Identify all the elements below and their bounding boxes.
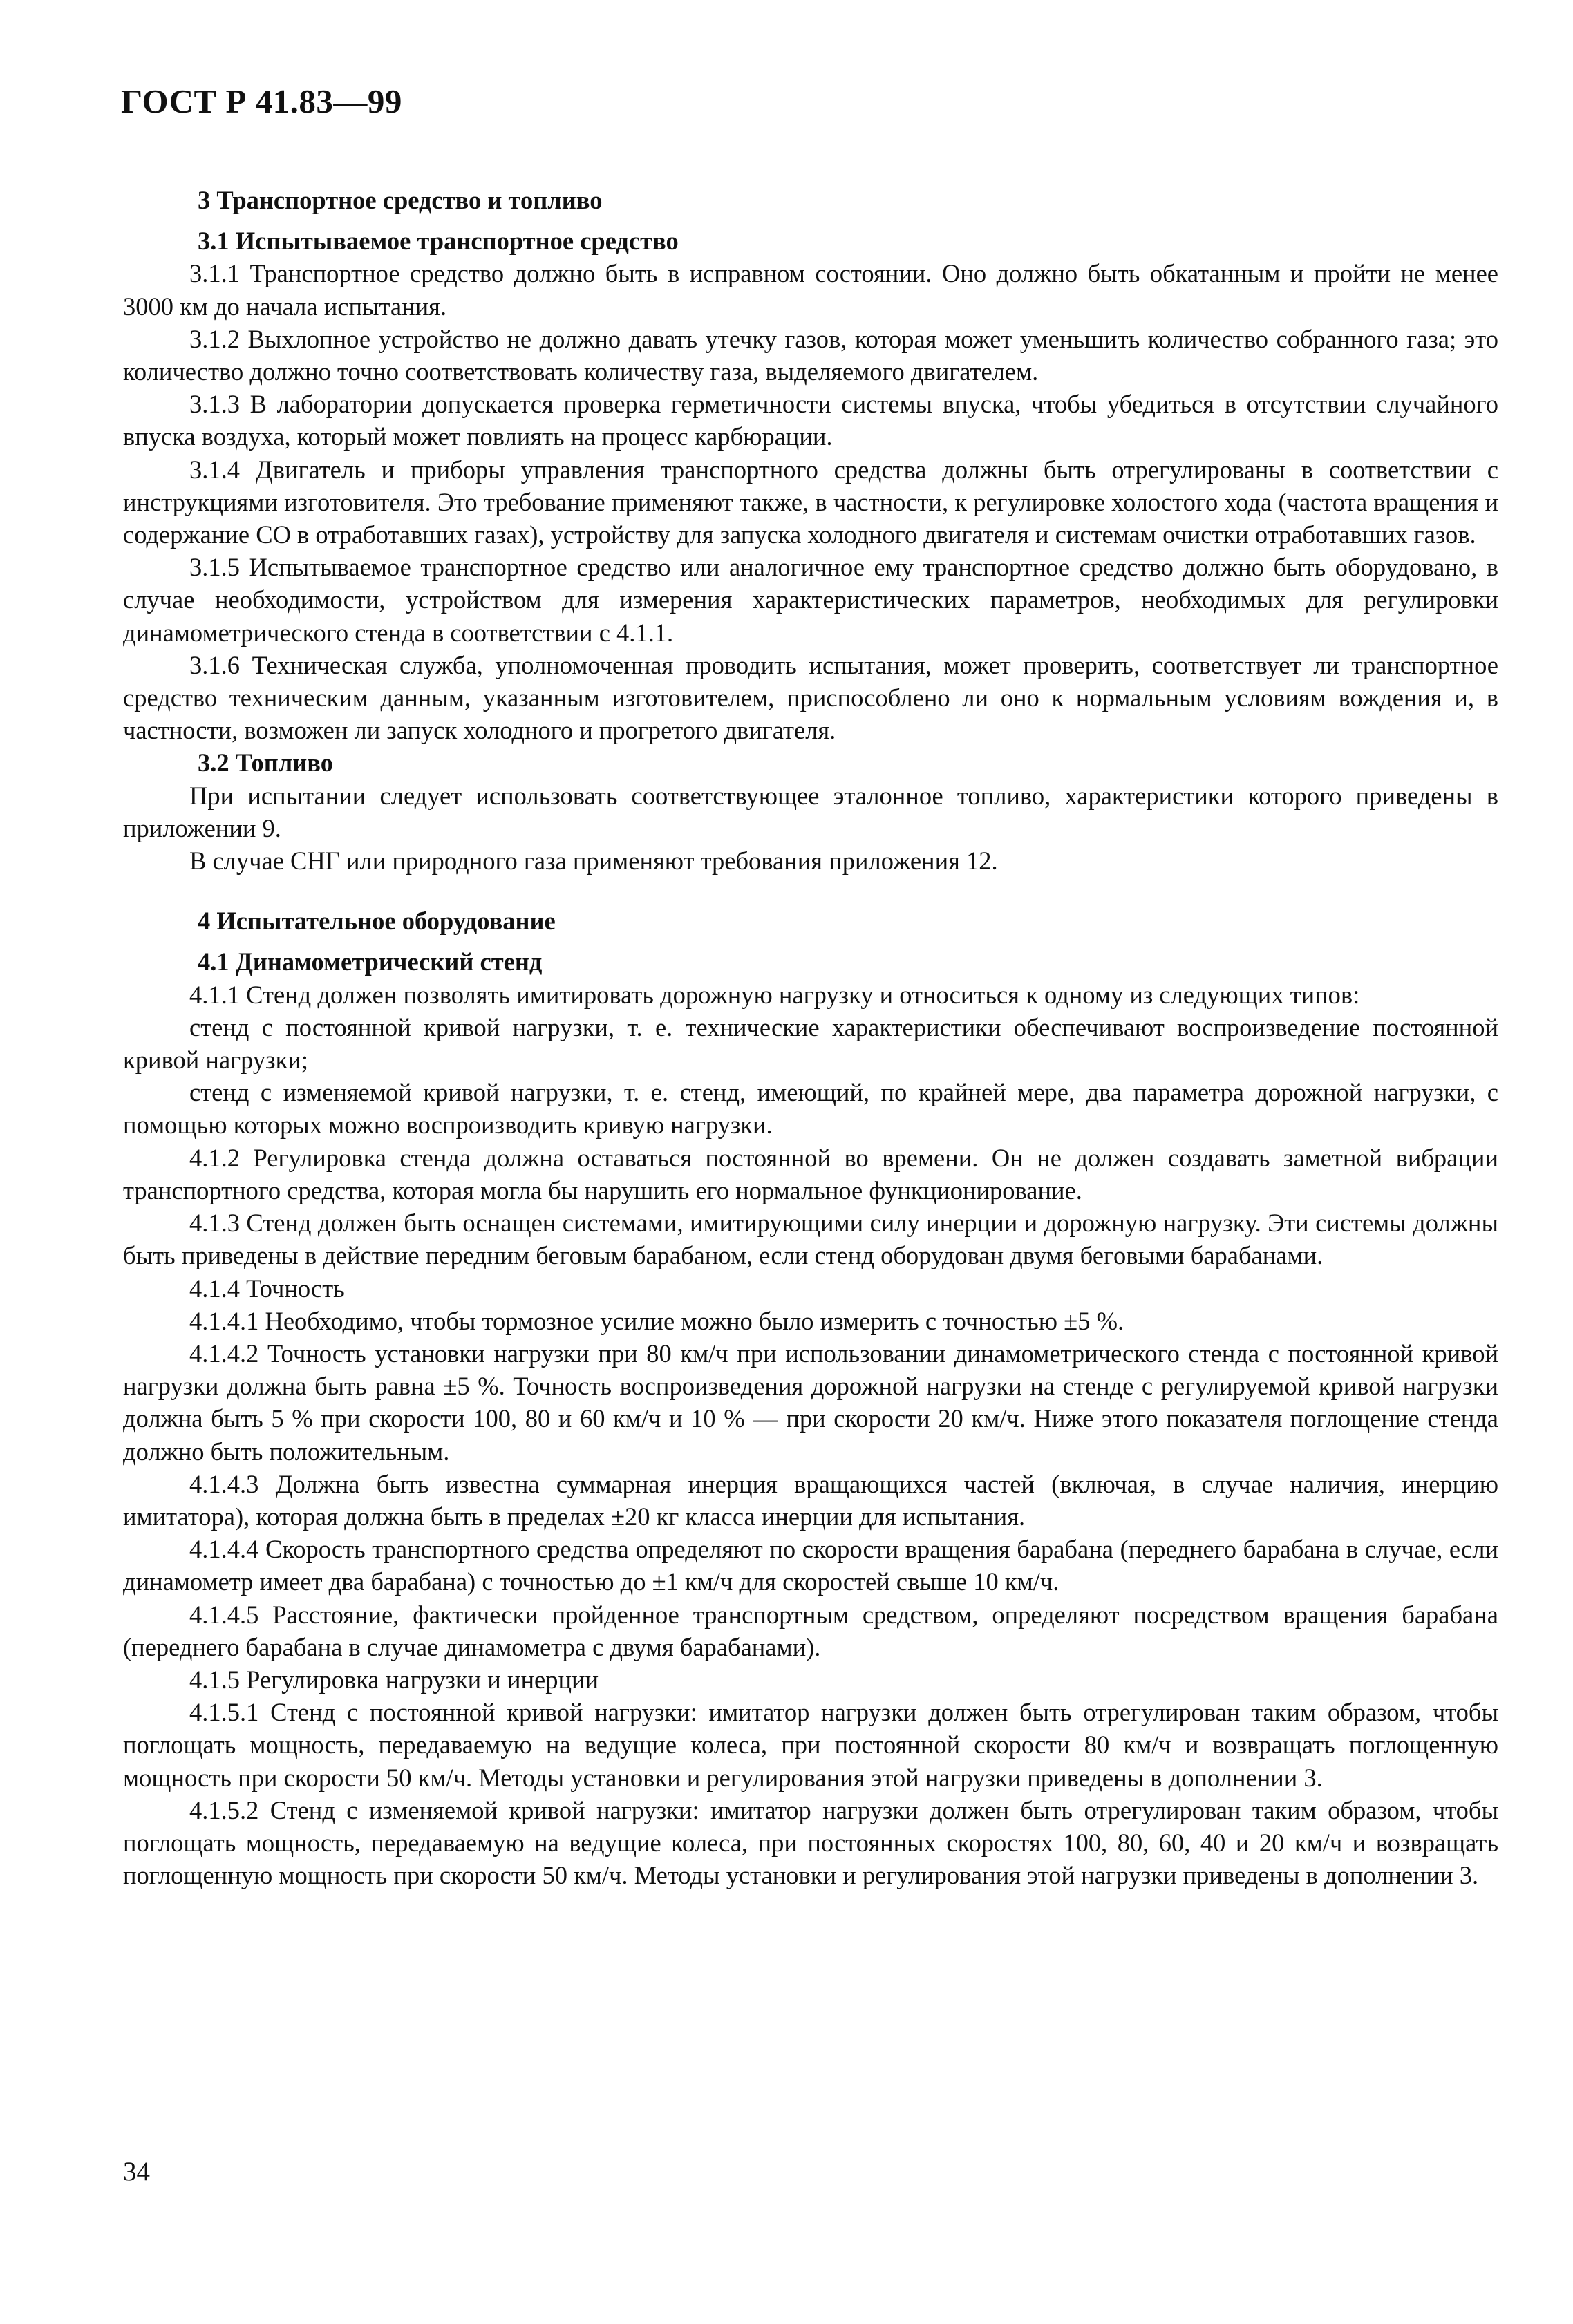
paragraph: 4.1.4.3 Должна быть известна суммарная инерция вращающихся частей (включая, в случае наличия, инерцию имитатора), которая должна быть в пределах ±20 кг класса инерции для испытания. [123,1469,1498,1531]
paragraph: В случае СНГ или природного газа применяют требования приложения 12. [189,847,998,876]
page-header: ГОСТ Р 41.83—99 [121,82,402,120]
page-number: 34 [123,2157,150,2186]
paragraph: 3.1.6 Техническая служба, уполномоченная проводить испытания, может проверить, соответствует ли транспортное средство техническим данным, указанным изготовителем, приспособлено ли оно к нормальным условиям вождения и, в частности, возможен ли запуск холодного и прогретого двигателя. [123,650,1498,745]
paragraph: При испытании следует использовать соответствующее эталонное топливо, характеристики которого приведены в приложении 9. [123,781,1498,842]
paragraph: 4.1.4.2 Точность установки нагрузки при 80 км/ч при использовании динамометрического стенда с постоянной кривой нагрузки должна быть равна ±5 %. Точность воспроизведения дорожной нагрузки на стенде с регулируемой кривой нагрузки должна быть 5 % при скорости 100, 80 и 60 км/ч и 10 % — при скорости 20 км/ч. Ниже этого показателя поглощение стенда должно быть положительным. [123,1339,1498,1466]
paragraph: 4.1.5 Регулировка нагрузки и инерции [189,1665,599,1694]
paragraph: 3.1.4 Двигатель и приборы управления транспортного средства должны быть отрегулированы в соответствии с инструкциями изготовителя. Это требование применяют также, в частности, к регулировке холостого хода (частота вращения и содержание СО в отработавших газах), устройству для запуска холодного двигателя и системам очистки отработавших газов. [123,455,1498,549]
subsection-heading: 3.1 Испытываемое транспортное средство [198,227,679,256]
paragraph: 4.1.4.5 Расстояние, фактически пройденное транспортным средством, определяют посредством вращения барабана (переднего барабана в случае динамометра с двумя барабанами). [123,1600,1498,1661]
section-heading: 4 Испытательное оборудование [198,907,556,936]
paragraph: стенд с изменяемой кривой нагрузки, т. е. стенд, имеющий, по крайней мере, два параметра дорожной нагрузки, с помощью которых можно воспроизводить кривую нагрузки. [123,1078,1498,1140]
paragraph: 4.1.4 Точность [189,1274,345,1303]
section-heading: 3 Транспортное средство и топливо [198,186,603,214]
paragraph: 3.1.2 Выхлопное устройство не должно давать утечку газов, которая может уменьшить количество собранного газа; это количество должно точно соответствовать количеству газа, выделяемого двигателем. [123,324,1498,386]
paragraph: 3.1.3 В лаборатории допускается проверка герметичности системы впуска, чтобы убедиться в отсутствии случайного впуска воздуха, который может повлиять на процесс карбюрации. [123,390,1498,451]
subsection-heading: 4.1 Динамометрический стенд [198,947,543,976]
paragraph: 4.1.5.1 Стенд с постоянной кривой нагрузки: имитатор нагрузки должен быть отрегулирован таким образом, чтобы поглощать мощность, передаваемую на ведущие колеса, при постоянной скорости 80 км/ч и возвращать поглощенную мощность при скорости 50 км/ч. Методы установки и регулирования этой нагрузки приведены в дополнении 3. [123,1698,1498,1792]
paragraph: 4.1.3 Стенд должен быть оснащен системами, имитирующими силу инерции и дорожную нагрузку. Эти системы должны быть приведены в действие передним беговым барабаном, если стенд оборудован двумя беговыми барабанами. [123,1209,1498,1270]
paragraph: 4.1.5.2 Стенд с изменяемой кривой нагрузки: имитатор нагрузки должен быть отрегулирован таким образом, чтобы поглощать мощность, передаваемую на ведущие колеса, при постоянных скоростях 100, 80, 60, 40 и 20 км/ч и возвращать поглощенную мощность при скорости 50 км/ч. Методы установки и регулирования этой нагрузки приведены в дополнении 3. [123,1795,1498,1890]
subsection-heading: 3.2 Топливо [198,748,333,777]
paragraph: 3.1.1 Транспортное средство должно быть в исправном состоянии. Оно должно быть обкатанным и пройти не менее 3000 км до начала испытания. [123,259,1498,321]
paragraph: 4.1.1 Стенд должен позволять имитировать дорожную нагрузку и относиться к одному из следующих типов: [189,980,1360,1009]
paragraph: 4.1.4.4 Скорость транспортного средства определяют по скорости вращения барабана (переднего барабана в случае, если динамометр имеет два барабана) с точностью до ±1 км/ч для скоростей свыше 10 км/ч. [123,1535,1498,1596]
paragraph: 4.1.2 Регулировка стенда должна оставаться постоянной во времени. Он не должен создавать заметной вибрации транспортного средства, которая могла бы нарушить его нормальное функционирование. [123,1143,1498,1204]
document-body [123,171,1498,1891]
paragraph: стенд с постоянной кривой нагрузки, т. е. технические характеристики обеспечивают воспроизведение постоянной кривой нагрузки; [123,1012,1498,1075]
paragraph: 3.1.5 Испытываемое транспортное средство или аналогичное ему транспортное средство должно быть оборудовано, в случае необходимости, устройством для измерения характеристических параметров, необходимых для регулировки динамометрического стенда в соответствии с 4.1.1. [123,553,1498,647]
paragraph: 4.1.4.1 Необходимо, чтобы тормозное усилие можно было измерить с точностью ±5 %. [189,1306,1124,1335]
